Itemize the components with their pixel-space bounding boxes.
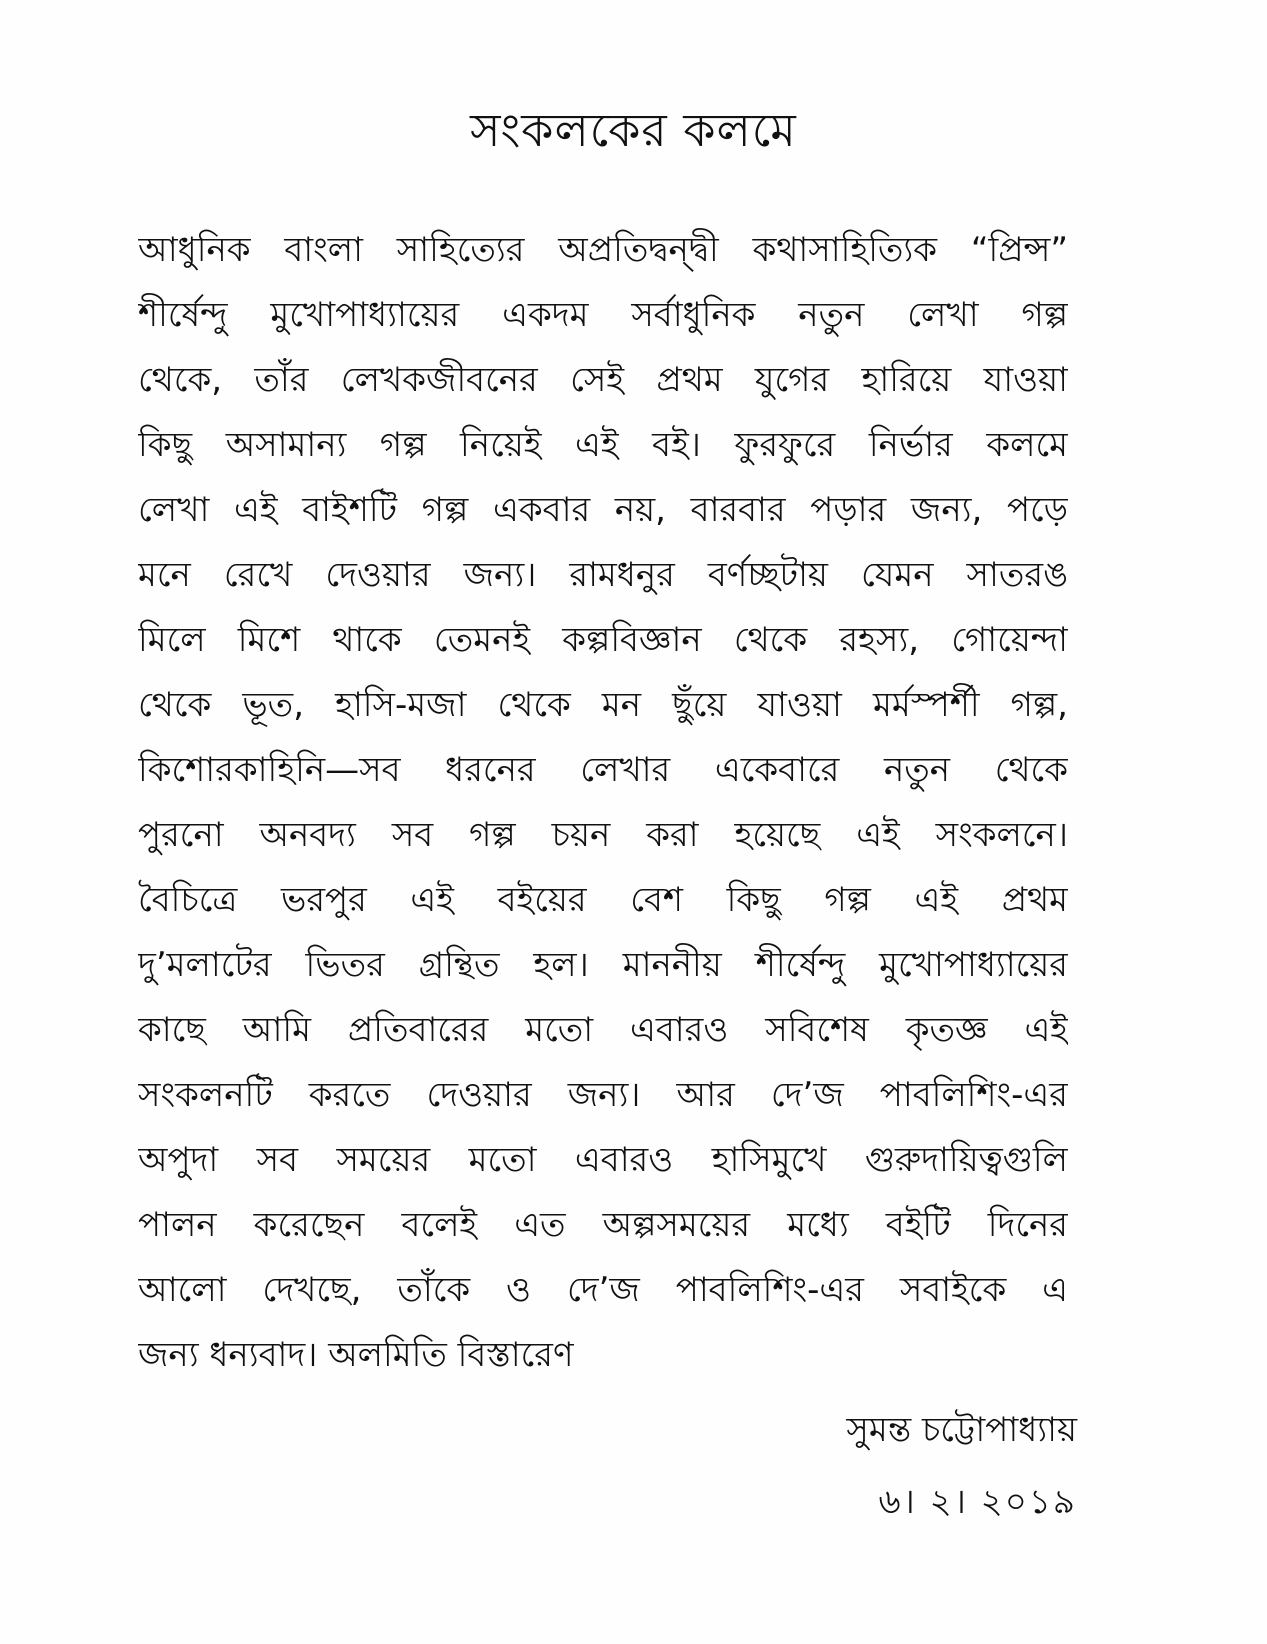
text-line: মিলে মিশে থাকে তেমনই কল্পবিজ্ঞান থেকে রহস্য, গোয়েন্দা xyxy=(138,620,1068,660)
text-line: জন্য ধন্যবাদ। অলমিতি বিস্তারেণ xyxy=(138,1335,574,1375)
text-line: অপুদা সব সময়ের মতো এবারও হাসিমুখে গুরুদায়িত্বগুলি xyxy=(138,1140,1068,1180)
signature-date: ৬। ২। ২০১৯ xyxy=(878,1482,1077,1522)
text-line: কিছু অসামান্য গল্প নিয়েই এই বই। ফুরফুরে নির্ভার কলমে xyxy=(138,425,1068,465)
text-line: আলো দেখছে, তাঁকে ও দে’জ পাবলিশিং-এর সবাইকে এ xyxy=(138,1270,1068,1310)
text-line: কিশোরকাহিনি—সব ধরনের লেখার একেবারে নতুন থেকে xyxy=(138,750,1068,790)
text-line: মনে রেখে দেওয়ার জন্য। রামধনুর বর্ণচ্ছটায় যেমন সাতরঙ xyxy=(138,555,1068,595)
text-line: আধুনিক বাংলা সাহিত্যের অপ্রতিদ্বন্দ্বী কথাসাহিত্যিক “প্রিন্স” xyxy=(138,230,1068,270)
text-line: থেকে ভূত, হাসি-মজা থেকে মন ছুঁয়ে যাওয়া মর্মস্পর্শী গল্প, xyxy=(138,685,1068,725)
text-line: থেকে, তাঁর লেখকজীবনের সেই প্রথম যুগের হারিয়ে যাওয়া xyxy=(138,360,1068,400)
text-line: বৈচিত্রে ভরপুর এই বইয়ের বেশ কিছু গল্প এই প্রথম xyxy=(138,880,1068,920)
text-line: দু’মলাটের ভিতর গ্রন্থিত হল। মাননীয় শীর্ষেন্দু মুখোপাধ্যায়ের xyxy=(138,945,1068,985)
text-line: কাছে আমি প্রতিবারের মতো এবারও সবিশেষ কৃতজ্ঞ এই xyxy=(138,1010,1068,1050)
page-title: সংকলকের কলমে xyxy=(470,103,797,157)
text-line: লেখা এই বাইশটি গল্প একবার নয়, বারবার পড়ার জন্য, পড়ে xyxy=(138,490,1068,530)
text-line: পালন করেছেন বলেই এত অল্পসময়ের মধ্যে বইটি দিনের xyxy=(138,1205,1068,1245)
text-line: শীর্ষেন্দু মুখোপাধ্যায়ের একদম সর্বাধুনিক নতুন লেখা গল্প xyxy=(138,295,1068,335)
body-paragraph xyxy=(138,218,1068,1388)
text-line: পুরনো অনবদ্য সব গল্প চয়ন করা হয়েছে এই সংকলনে। xyxy=(138,815,1068,855)
author-signature: সুমন্ত চট্টোপাধ্যায় xyxy=(846,1410,1077,1450)
text-line: সংকলনটি করতে দেওয়ার জন্য। আর দে’জ পাবলিশিং-এর xyxy=(138,1075,1068,1115)
